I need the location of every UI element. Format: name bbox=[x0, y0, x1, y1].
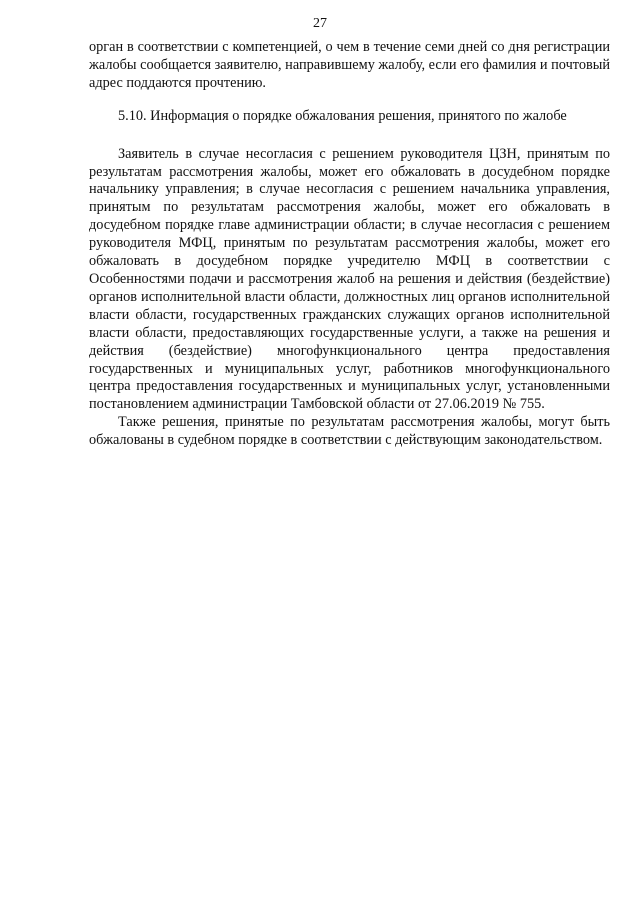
section-heading-5-10: 5.10. Информация о порядке обжалования решения, принятого по жалобе bbox=[118, 107, 567, 124]
paragraph-complaint-registration: орган в соответствии с компетенцией, о чем в течение семи дней со дня регистрации жалобы сообщается заявителю, направившему жалобу, если его фамилия и почтовый адрес поддаются прочтению. bbox=[89, 39, 610, 91]
paragraph-appeal-procedure: Заявитель в случае несогласия с решением руководителя ЦЗН, принятым по результатам рассмотрения жалобы, может его обжаловать в досудебном порядке начальнику управления; в случае несогласия с решением начальника управления, принятым по результатам рассмотрения жалобы, может его обжаловать в досудебном порядке главе администрации области; в случае несогласия с решением руководителя МФЦ, принятым по результатам рассмотрения жалобы, может его обжаловать в досудебном порядке учредителю МФЦ в соответствии с Особенностями подачи и рассмотрения жалоб на решения и действия (бездействие) органов исполнительной власти области, должностных лиц органов исполнительной власти области, государственных гражданских служащих органов исполнительной власти области, предоставляющих государственные услуги, а также на решения и действия (бездействие) многофункционального центра предоставления государственных и муниципальных услуг, работников многофункционального центра предоставления государственных и муниципальных услуг, установленными постановлением администрации Тамбовской области от 27.06.2019 № 755. bbox=[89, 145, 610, 413]
paragraph-judicial-appeal: Также решения, принятые по результатам рассмотрения жалобы, могут быть обжалованы в судебном порядке в соответствии с действующим законодательством. bbox=[89, 414, 610, 449]
document-body bbox=[89, 39, 610, 450]
page-number: 27 bbox=[313, 16, 327, 31]
